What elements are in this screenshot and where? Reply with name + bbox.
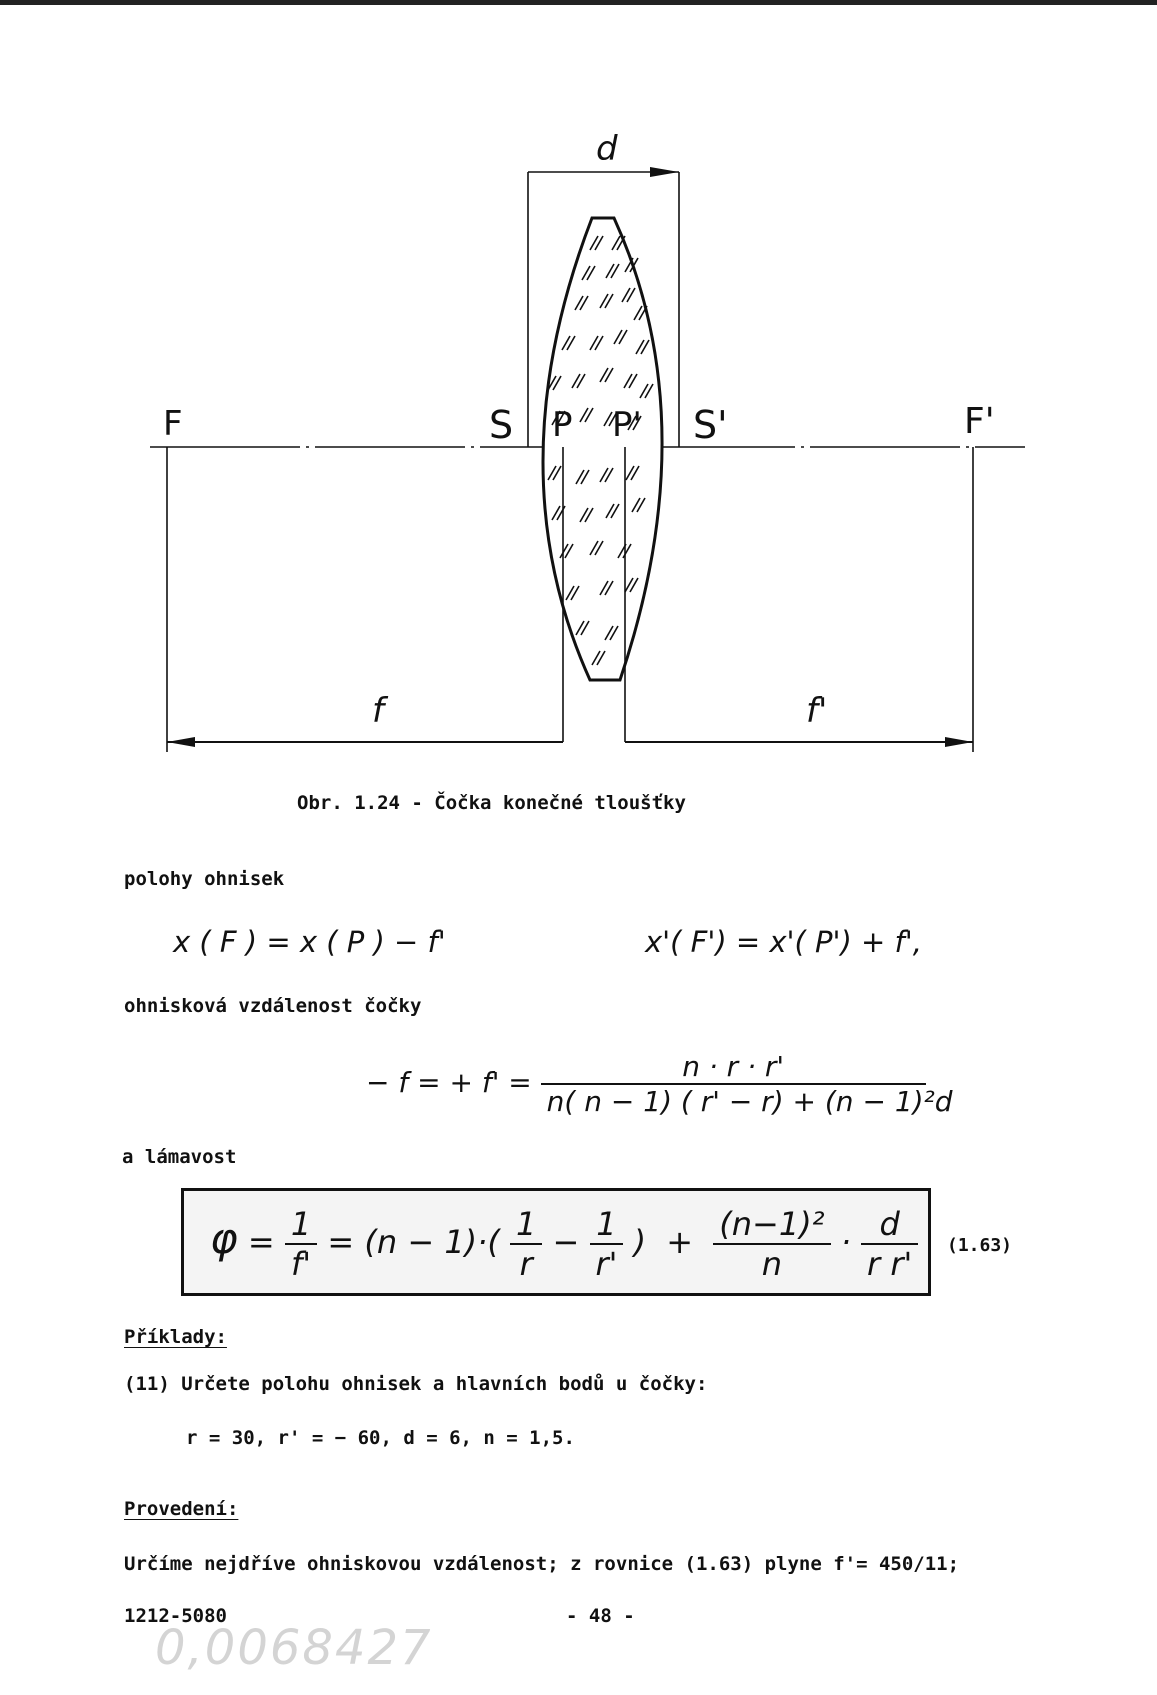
label-F-prime: F' xyxy=(964,401,995,442)
fraction-d-over-r-r-prime xyxy=(861,1205,918,1283)
fraction-1-over-r-prime xyxy=(590,1205,624,1283)
label-d: d xyxy=(596,129,618,169)
equation-x-of-F: x ( F ) = x ( P ) − f' xyxy=(173,925,446,959)
f-arrow xyxy=(167,737,195,747)
numerator-d: d xyxy=(861,1205,918,1245)
document-code: 1212-5080 xyxy=(124,1605,227,1627)
f-prime-arrow xyxy=(945,737,973,747)
examples-heading: Příklady: xyxy=(124,1326,227,1348)
plus-sign: + xyxy=(666,1223,694,1261)
focal-length-numerator: n · r · r' xyxy=(541,1050,926,1085)
example-values: r = 30, r' = − 60, d = 6, n = 1,5. xyxy=(186,1427,575,1449)
label-P-prime: P' xyxy=(612,405,642,445)
focal-length-lhs: − f = + f' = xyxy=(366,1066,532,1099)
fraction-1-over-f-prime xyxy=(285,1205,317,1283)
solution-text: Určíme nejdříve ohniskovou vzdálenost; z rovnice (1.63) plyne f'= 450/11; xyxy=(124,1553,960,1575)
equation-focal-length xyxy=(366,1050,953,1118)
power-equation xyxy=(210,1205,918,1283)
equals-sign-1: = xyxy=(247,1223,275,1261)
lens-figure xyxy=(0,0,1157,800)
numerator-n-minus-1-squared: (n−1)² xyxy=(713,1205,830,1245)
label-f-prime: f' xyxy=(806,691,828,731)
page-number: - 48 - xyxy=(566,1605,635,1627)
numerator-1: 1 xyxy=(285,1205,317,1245)
example-task: (11) Určete polohu ohnisek a hlavních bodů u čočky: xyxy=(124,1373,708,1395)
label-P: P xyxy=(552,405,573,445)
minus-sign: − xyxy=(552,1223,580,1261)
boxed-equation xyxy=(181,1188,931,1296)
archive-stamp: 0,0068427 xyxy=(155,1620,433,1676)
closing-paren: ) xyxy=(633,1223,647,1261)
figure-caption: Obr. 1.24 - Čočka konečné tloušťky xyxy=(297,792,686,814)
phi-symbol: φ xyxy=(210,1214,238,1263)
fraction-n-minus-1-squared-over-n xyxy=(713,1205,830,1283)
equals-sign-2: = xyxy=(327,1223,355,1261)
numerator-1-r: 1 xyxy=(510,1205,542,1245)
label-S: S xyxy=(489,403,514,447)
denominator-r-r-prime: r r' xyxy=(867,1245,913,1283)
focal-length-denominator: n( n − 1) ( r' − r) + (n − 1)²d xyxy=(546,1085,953,1118)
denominator-r-prime: r' xyxy=(595,1245,618,1283)
focal-length-fraction xyxy=(541,1050,953,1118)
label-f: f xyxy=(372,691,384,731)
numerator-1-r-prime: 1 xyxy=(590,1205,624,1245)
multiplication-dot: · xyxy=(840,1223,851,1261)
denominator-n: n xyxy=(761,1245,783,1283)
denominator-f-prime: f' xyxy=(291,1245,312,1283)
lens-outline xyxy=(543,218,662,680)
n-minus-1-factor: (n − 1)·( xyxy=(364,1223,500,1261)
focal-length-heading: ohnisková vzdálenost čočky xyxy=(124,995,422,1017)
solution-heading: Provedení: xyxy=(124,1498,239,1520)
power-heading: a lámavost xyxy=(122,1146,237,1168)
equation-number: (1.63) xyxy=(947,1235,1013,1256)
equation-x-prime-of-F-prime: x'( F') = x'( P') + f', xyxy=(645,925,922,959)
label-F: F xyxy=(163,404,183,444)
d-arrow xyxy=(650,167,679,177)
label-S-prime: S' xyxy=(693,403,728,447)
focus-positions-heading: polohy ohnisek xyxy=(124,868,285,890)
fraction-1-over-r xyxy=(510,1205,542,1283)
denominator-r: r xyxy=(519,1245,533,1283)
